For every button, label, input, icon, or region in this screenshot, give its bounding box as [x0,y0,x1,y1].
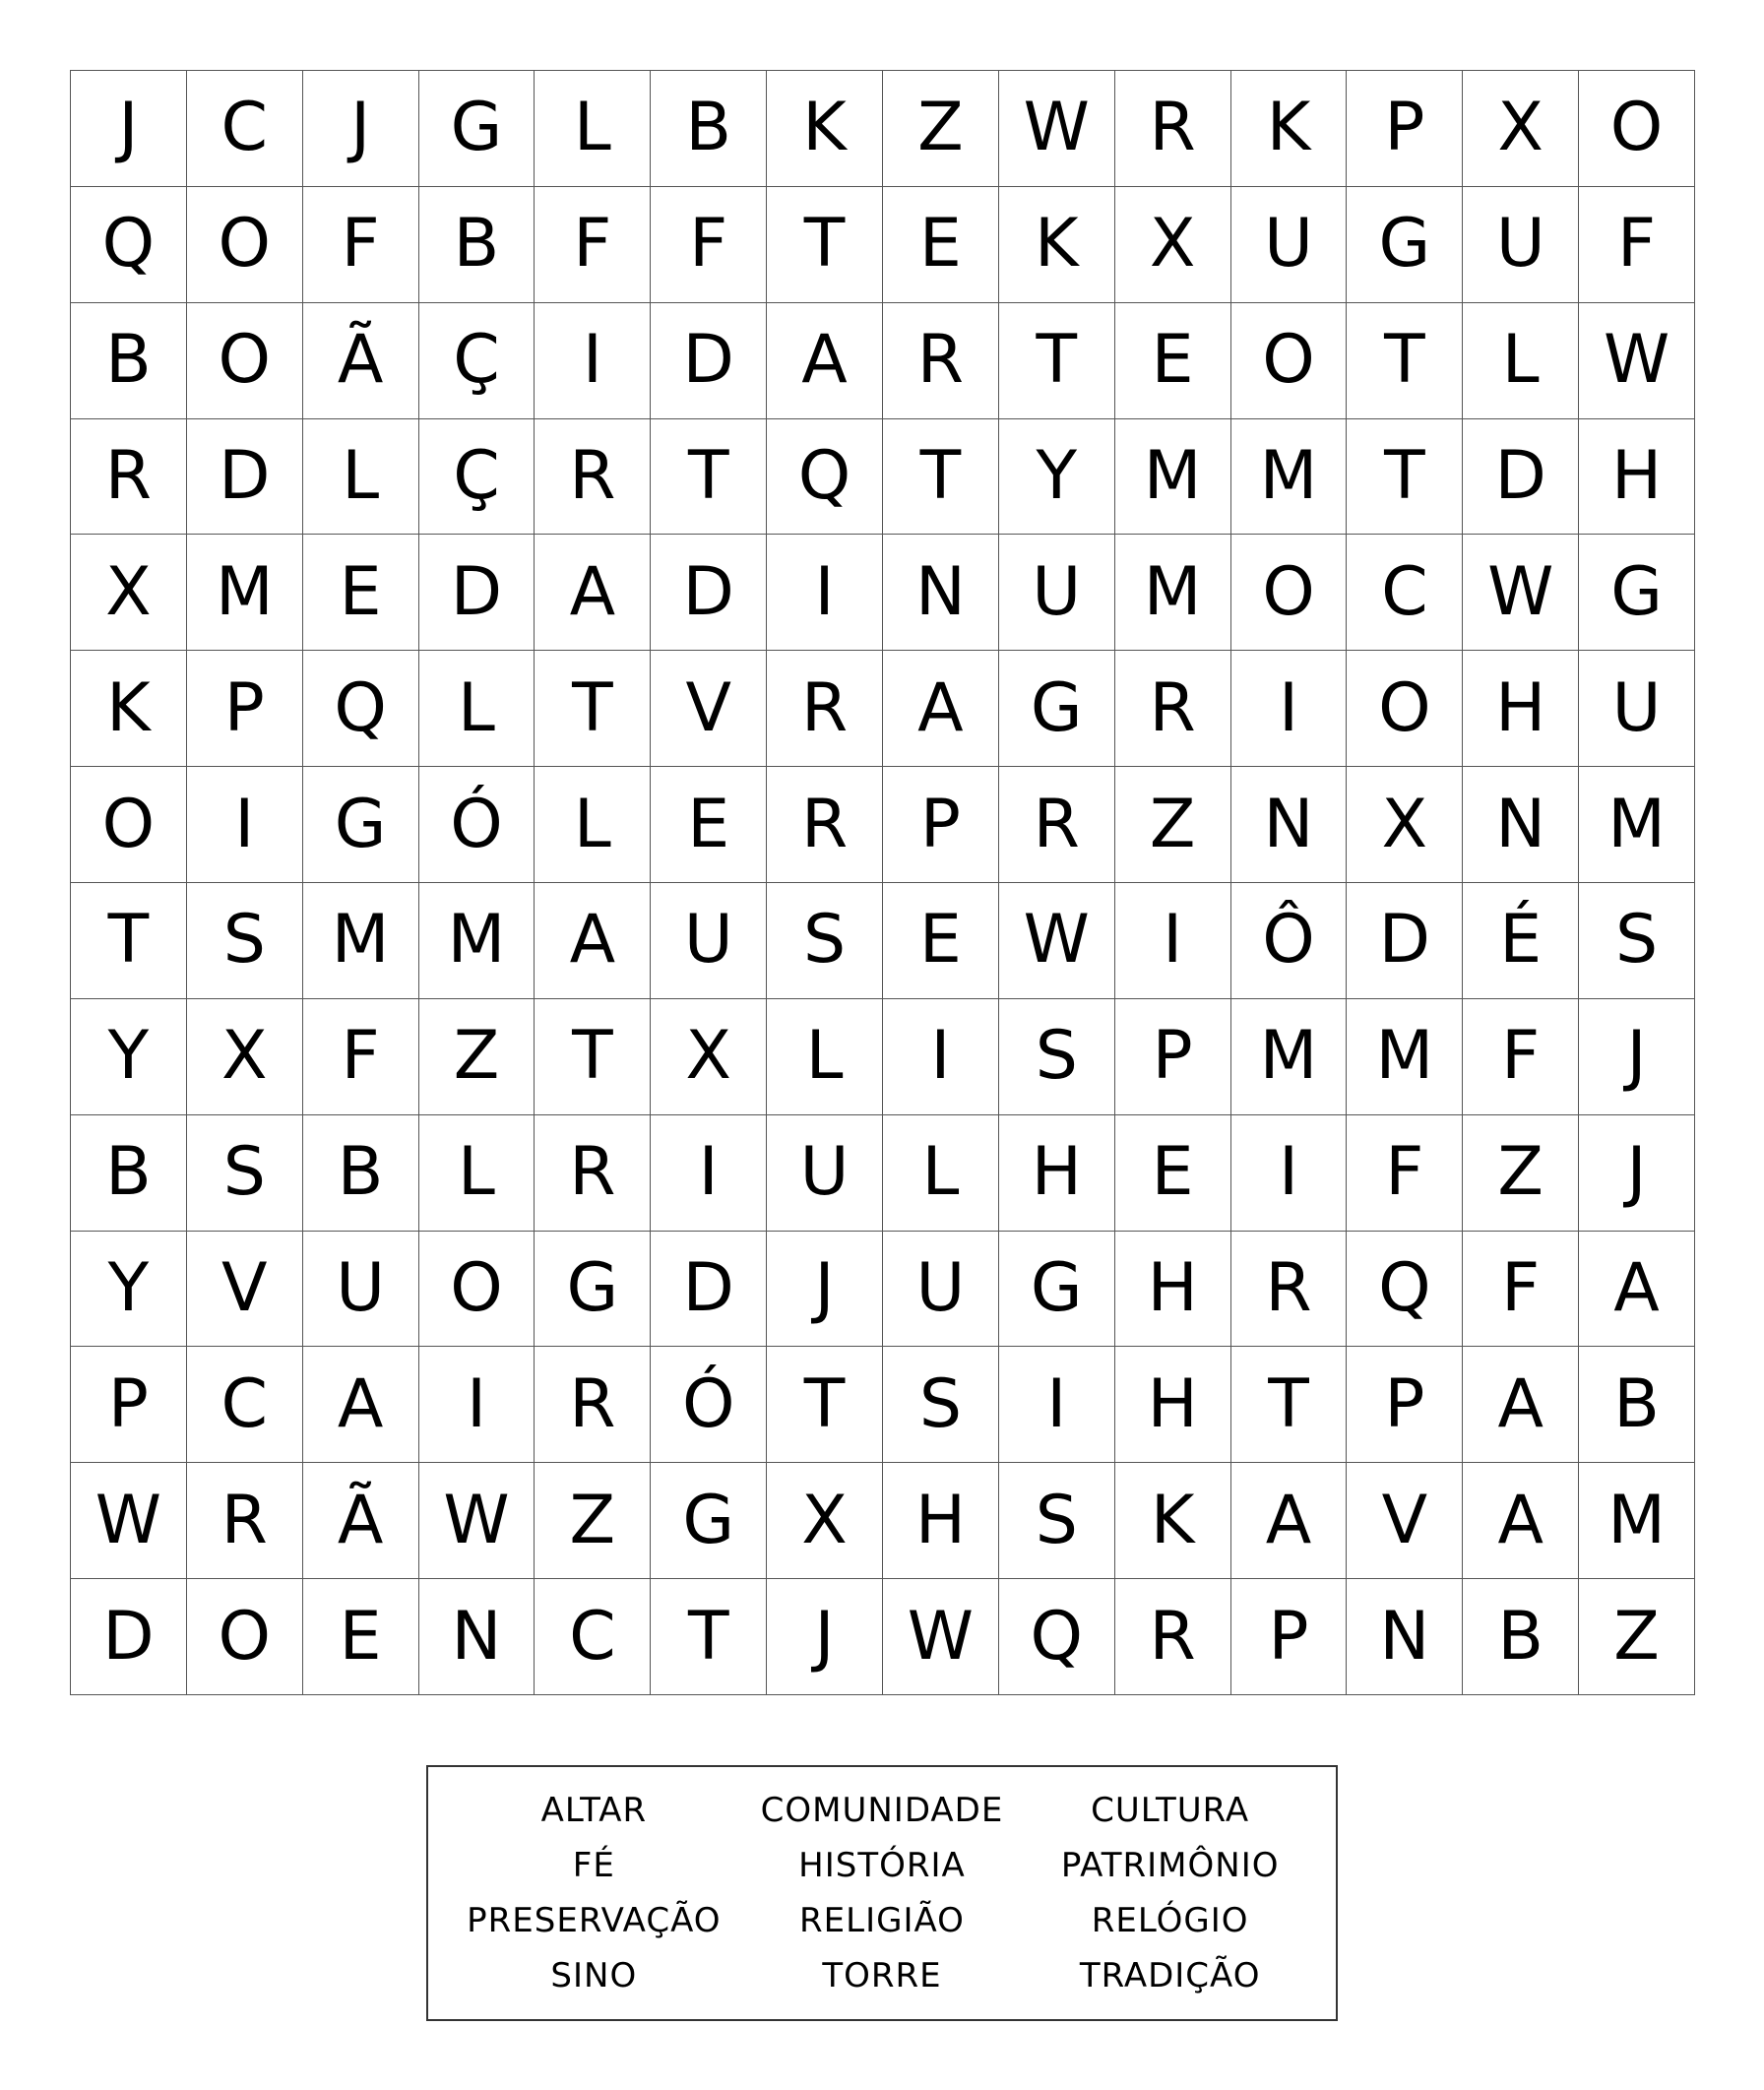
grid-cell[interactable]: C [535,1579,651,1695]
grid-cell[interactable]: S [999,999,1115,1115]
grid-cell[interactable]: L [303,419,419,536]
grid-cell[interactable]: I [419,1347,536,1463]
grid-cell[interactable]: T [651,419,767,536]
grid-cell[interactable]: T [651,1579,767,1695]
grid-cell[interactable]: F [303,187,419,303]
grid-cell[interactable]: F [303,999,419,1115]
grid-cell[interactable]: S [883,1347,999,1463]
grid-cell[interactable]: Ã [303,1463,419,1579]
grid-cell[interactable]: O [1347,651,1463,767]
grid-cell[interactable]: G [419,71,536,187]
grid-cell[interactable]: R [187,1463,303,1579]
grid-cell[interactable]: M [1347,999,1463,1115]
grid-cell[interactable]: U [303,1232,419,1348]
grid-cell[interactable]: L [767,999,883,1115]
grid-cell[interactable]: L [535,767,651,883]
grid-cell[interactable]: T [535,651,651,767]
grid-cell[interactable]: T [767,1347,883,1463]
grid-cell[interactable]: W [71,1463,187,1579]
grid-cell[interactable]: Z [419,999,536,1115]
grid-cell[interactable]: P [1347,1347,1463,1463]
grid-cell[interactable]: L [419,651,536,767]
word-list-item: SINO [550,1956,638,1995]
grid-cell[interactable]: O [187,187,303,303]
grid-cell[interactable]: D [1463,419,1579,536]
grid-cell[interactable]: V [651,651,767,767]
grid-cell[interactable]: M [1579,1463,1695,1579]
grid-cell[interactable]: O [1579,71,1695,187]
grid-cell[interactable]: K [1115,1463,1231,1579]
grid-cell[interactable]: R [1115,1579,1231,1695]
word-list-item: COMUNIDADE [760,1791,1004,1830]
word-list-item: TORRE [822,1956,942,1995]
grid-cell[interactable]: G [999,1232,1115,1348]
grid-cell[interactable]: J [767,1232,883,1348]
grid-cell[interactable]: J [303,71,419,187]
grid-cell[interactable]: P [1347,71,1463,187]
grid-cell[interactable]: E [303,1579,419,1695]
grid-cell[interactable]: D [651,535,767,651]
grid-cell[interactable]: Y [999,419,1115,536]
grid-cell[interactable]: G [1579,535,1695,651]
grid-cell[interactable]: I [187,767,303,883]
grid-cell[interactable]: P [71,1347,187,1463]
grid-cell[interactable]: I [883,999,999,1115]
letter-grid [70,70,1695,1695]
grid-cell[interactable]: N [419,1579,536,1695]
grid-cell[interactable]: A [535,535,651,651]
grid-cell[interactable]: F [535,187,651,303]
grid-cell[interactable]: R [535,419,651,536]
grid-cell[interactable]: G [535,1232,651,1348]
grid-cell[interactable]: R [767,651,883,767]
grid-cell[interactable]: N [883,535,999,651]
grid-cell[interactable]: Ó [419,767,536,883]
grid-cell[interactable]: Z [535,1463,651,1579]
grid-cell[interactable]: U [1463,187,1579,303]
grid-cell[interactable]: H [883,1463,999,1579]
grid-cell[interactable]: G [999,651,1115,767]
grid-cell[interactable]: A [767,303,883,419]
grid-cell[interactable]: T [1347,419,1463,536]
grid-cell[interactable]: G [1347,187,1463,303]
grid-cell[interactable]: Q [767,419,883,536]
word-list-item: ALTAR [540,1791,648,1830]
grid-cell[interactable]: W [883,1579,999,1695]
grid-cell[interactable]: R [883,303,999,419]
grid-cell[interactable]: K [1231,71,1348,187]
grid-cell[interactable]: Z [1115,767,1231,883]
grid-cell[interactable]: Ô [1231,883,1348,999]
word-list-item: RELÓGIO [1091,1901,1249,1940]
grid-cell[interactable]: T [883,419,999,536]
grid-cell[interactable]: U [1579,651,1695,767]
grid-cell[interactable]: B [71,1115,187,1232]
grid-cell[interactable]: Q [1347,1232,1463,1348]
grid-cell[interactable]: S [999,1463,1115,1579]
grid-cell[interactable]: X [71,535,187,651]
grid-cell[interactable]: R [71,419,187,536]
grid-cell[interactable]: N [1463,767,1579,883]
grid-cell[interactable]: U [883,1232,999,1348]
grid-cell[interactable]: X [767,1463,883,1579]
grid-cell[interactable]: I [999,1347,1115,1463]
grid-cell[interactable]: L [1463,303,1579,419]
grid-cell[interactable]: C [1347,535,1463,651]
grid-cell[interactable]: T [767,187,883,303]
grid-cell[interactable]: A [1463,1463,1579,1579]
grid-cell[interactable]: R [535,1115,651,1232]
grid-cell[interactable]: Y [71,999,187,1115]
grid-cell[interactable]: É [1463,883,1579,999]
grid-cell[interactable]: M [419,883,536,999]
grid-cell[interactable]: R [999,767,1115,883]
grid-cell[interactable]: F [1579,187,1695,303]
grid-cell[interactable]: T [535,999,651,1115]
grid-cell[interactable]: B [1579,1347,1695,1463]
grid-cell[interactable]: B [71,303,187,419]
word-list [426,1765,1338,2021]
grid-cell[interactable]: F [1463,1232,1579,1348]
grid-cell[interactable]: Z [883,71,999,187]
word-list-item: CULTURA [1091,1791,1250,1830]
grid-cell[interactable]: S [1579,883,1695,999]
grid-cell[interactable]: I [1231,651,1348,767]
grid-cell[interactable]: T [71,883,187,999]
grid-cell[interactable]: R [1115,651,1231,767]
grid-cell[interactable]: O [187,1579,303,1695]
grid-cell[interactable]: N [1347,1579,1463,1695]
grid-cell[interactable]: T [1347,303,1463,419]
grid-cell[interactable]: U [1231,187,1348,303]
grid-cell[interactable]: A [535,883,651,999]
grid-cell[interactable]: J [1579,999,1695,1115]
grid-cell[interactable]: Q [71,187,187,303]
grid-cell[interactable]: O [419,1232,536,1348]
grid-cell[interactable]: M [1579,767,1695,883]
word-list-item: TRADIÇÃO [1079,1956,1261,1995]
word-list-item: FÉ [572,1846,615,1885]
grid-cell[interactable]: K [71,651,187,767]
grid-cell[interactable]: Ç [419,419,536,536]
grid-cell[interactable]: W [419,1463,536,1579]
grid-cell[interactable]: F [1463,999,1579,1115]
grid-cell[interactable]: O [187,303,303,419]
grid-cell[interactable]: T [999,303,1115,419]
grid-cell[interactable]: H [1115,1347,1231,1463]
grid-cell[interactable]: M [303,883,419,999]
grid-cell[interactable]: P [1115,999,1231,1115]
grid-cell[interactable]: Y [71,1232,187,1348]
grid-cell[interactable]: J [1579,1115,1695,1232]
grid-cell[interactable]: X [651,999,767,1115]
grid-cell[interactable]: A [303,1347,419,1463]
grid-cell[interactable]: G [303,767,419,883]
grid-cell[interactable]: C [187,71,303,187]
grid-cell[interactable]: M [187,535,303,651]
grid-cell[interactable]: N [1231,767,1348,883]
grid-cell[interactable]: M [1231,999,1348,1115]
grid-cell[interactable]: E [883,883,999,999]
grid-cell[interactable]: W [999,71,1115,187]
grid-cell[interactable]: Ó [651,1347,767,1463]
grid-cell[interactable]: E [1115,303,1231,419]
grid-cell[interactable]: P [187,651,303,767]
grid-cell[interactable]: S [767,883,883,999]
grid-cell[interactable]: D [651,1232,767,1348]
grid-cell[interactable]: F [651,187,767,303]
grid-cell[interactable]: M [1231,419,1348,536]
grid-cell[interactable]: W [1463,535,1579,651]
grid-cell[interactable]: X [1463,71,1579,187]
grid-cell[interactable]: D [1347,883,1463,999]
grid-cell[interactable]: K [767,71,883,187]
grid-cell[interactable]: B [419,187,536,303]
word-list-item: PATRIMÔNIO [1060,1846,1280,1885]
grid-cell[interactable]: I [1231,1115,1348,1232]
grid-cell[interactable]: P [1231,1579,1348,1695]
grid-cell[interactable]: E [651,767,767,883]
grid-cell[interactable]: H [1579,419,1695,536]
grid-cell[interactable]: H [1115,1232,1231,1348]
grid-cell[interactable]: V [187,1232,303,1348]
grid-cell[interactable]: S [187,1115,303,1232]
grid-cell[interactable]: R [1231,1232,1348,1348]
grid-cell[interactable]: Q [303,651,419,767]
grid-cell[interactable]: B [303,1115,419,1232]
grid-cell[interactable]: X [1347,767,1463,883]
grid-cell[interactable]: W [999,883,1115,999]
grid-cell[interactable]: I [767,535,883,651]
grid-cell[interactable]: Z [1579,1579,1695,1695]
grid-cell[interactable]: L [535,71,651,187]
grid-cell[interactable]: H [999,1115,1115,1232]
grid-cell[interactable]: D [187,419,303,536]
grid-cell[interactable]: Ç [419,303,536,419]
grid-cell[interactable]: I [1115,883,1231,999]
grid-cell[interactable]: I [651,1115,767,1232]
grid-cell[interactable]: G [651,1463,767,1579]
grid-cell[interactable]: S [187,883,303,999]
grid-cell[interactable]: D [71,1579,187,1695]
grid-cell[interactable]: E [883,187,999,303]
grid-cell[interactable]: X [1115,187,1231,303]
grid-cell[interactable]: R [1115,71,1231,187]
grid-cell[interactable]: R [535,1347,651,1463]
grid-cell[interactable]: F [1347,1115,1463,1232]
grid-cell[interactable]: O [1231,535,1348,651]
grid-cell[interactable]: X [187,999,303,1115]
grid-cell[interactable]: A [883,651,999,767]
grid-cell[interactable]: E [303,535,419,651]
grid-cell[interactable]: U [651,883,767,999]
grid-cell[interactable]: B [651,71,767,187]
grid-cell[interactable]: L [883,1115,999,1232]
grid-cell[interactable]: H [1463,651,1579,767]
word-list-item: PRESERVAÇÃO [467,1901,722,1940]
grid-cell[interactable]: U [999,535,1115,651]
grid-cell[interactable]: C [187,1347,303,1463]
grid-cell[interactable]: M [1115,535,1231,651]
grid-cell[interactable]: Q [999,1579,1115,1695]
grid-cell[interactable]: L [419,1115,536,1232]
grid-cell[interactable]: D [419,535,536,651]
grid-cell[interactable]: Ã [303,303,419,419]
grid-cell[interactable]: K [999,187,1115,303]
grid-cell[interactable]: O [71,767,187,883]
grid-cell[interactable]: A [1463,1347,1579,1463]
grid-cell[interactable]: R [767,767,883,883]
grid-cell[interactable]: J [71,71,187,187]
grid-cell[interactable]: U [767,1115,883,1232]
grid-cell[interactable]: O [1231,303,1348,419]
grid-cell[interactable]: E [1115,1115,1231,1232]
grid-cell[interactable]: W [1579,303,1695,419]
grid-cell[interactable]: Z [1463,1115,1579,1232]
grid-cell[interactable]: M [1115,419,1231,536]
grid-cell[interactable]: D [651,303,767,419]
grid-cell[interactable]: B [1463,1579,1579,1695]
word-list-item: HISTÓRIA [798,1846,966,1885]
grid-cell[interactable]: I [535,303,651,419]
grid-cell[interactable]: V [1347,1463,1463,1579]
grid-cell[interactable]: J [767,1579,883,1695]
grid-cell[interactable]: A [1579,1232,1695,1348]
grid-cell[interactable]: T [1231,1347,1348,1463]
word-list-item: RELIGIÃO [799,1901,965,1940]
grid-cell[interactable]: P [883,767,999,883]
grid-cell[interactable]: A [1231,1463,1348,1579]
